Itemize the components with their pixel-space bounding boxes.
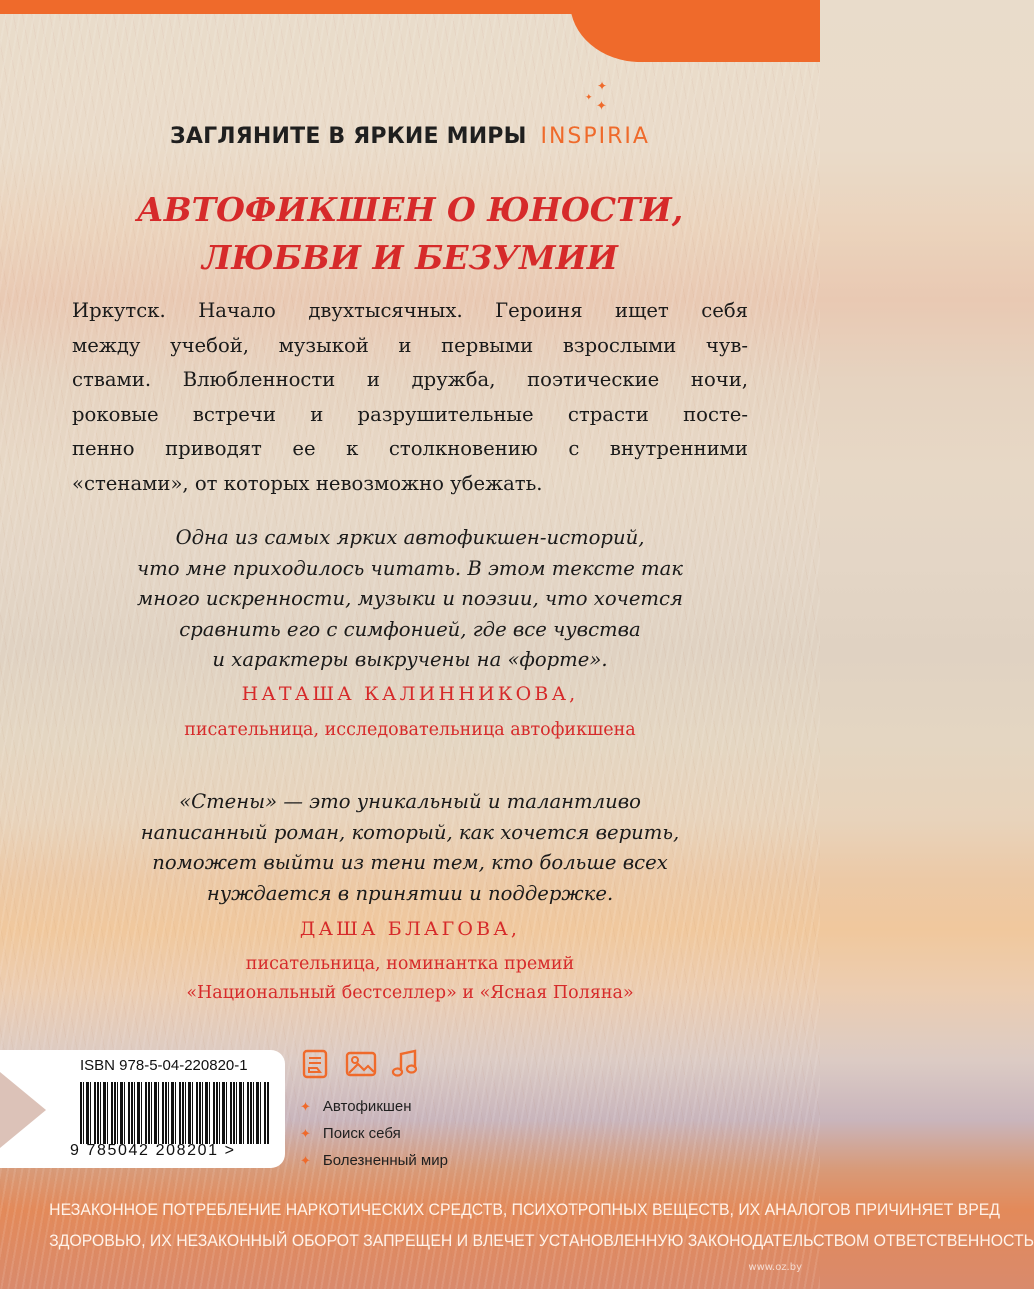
book-blurb [72,294,748,502]
headline [0,186,820,282]
role-line: писательница, исследовательница автофикшена [184,720,636,740]
review-quote [0,787,820,909]
quote-line: сравнить его с симфонией, где все чувства [179,617,641,641]
genre-tag [300,1125,401,1142]
star-bullet-icon: ✦ [300,1127,311,1142]
quote-line: много искренности, музыки и поэзии, что хочется [137,587,683,610]
image-icon [344,1048,378,1080]
quote-line: «Стены» — это уникальный и талантливо [179,790,641,813]
quote-line: нуждается в принятии и поддержке. [206,881,614,905]
role-line: писательница, номинантка премий [245,954,575,974]
barcode-digits: 9 785042 208201 > [70,1142,236,1159]
quote-line: написанный роман, который, как хочется верить, [140,820,680,844]
sparkle-icon: ✦ [597,79,608,93]
panel-notch [0,1072,46,1148]
genre-tag [300,1098,412,1115]
headline-line: АВТОФИКШЕН О ЮНОСТИ, [136,190,684,229]
blurb-line: между учебой, музыкой и первыми взрослыми чув- [72,333,748,357]
quote-author: НАТАША КАЛИННИКОВА, [241,683,579,705]
star-bullet-icon: ✦ [300,1100,311,1115]
review-quote [0,523,820,676]
blurb-line: ствами. Влюбленности и дружба, поэтические ночи, [72,368,748,392]
genre-tag [300,1152,448,1169]
quote-author-role [0,716,820,745]
headline-line: ЛЮБВИ И БЕЗУМИИ [202,238,618,277]
quote-author-role [0,950,820,1008]
blurb-line: Иркутск. Начало двухтысячных. Героиня ищет себя [72,299,748,322]
role-line: «Национальный бестселлер» и «Ясная Поляна» [186,983,634,1003]
book-icon [298,1048,332,1080]
quote-line: поможет выйти из тени тем, кто больше всех [152,851,668,874]
tag-label: Автофикшен [322,1098,412,1115]
music-note-icon [388,1048,422,1080]
blurb-line: пенно приводят ее к столкновению с внутренними [72,437,748,461]
tag-label: Поиск себя [322,1125,401,1142]
series-prefix: ЗАГЛЯНИТЕ В ЯРКИЕ МИРЫ [170,124,527,149]
legal-warning-line: НЕЗАКОННОЕ ПОТРЕБЛЕНИЕ НАРКОТИЧЕСКИХ СРЕДСТВ, ПСИХОТРОПНЫХ ВЕЩЕСТВ, ИХ АНАЛОГОВ ПРИЧИНЯЕТ ВРЕД [49,1200,1001,1219]
top-orange-tab [570,0,820,62]
quote-line: Одна из самых ярких автофикшен-историй, [175,526,645,549]
star-bullet-icon: ✦ [300,1154,311,1169]
tag-label: Болезненный мир [322,1152,448,1169]
legal-warning-line: ЗДОРОВЬЮ, ИХ НЕЗАКОННЫЙ ОБОРОТ ЗАПРЕЩЕН И ВЛЕЧЕТ УСТАНОВЛЕННУЮ ЗАКОНОДАТЕЛЬСТВОМ ОТВЕТСТВЕННОСТЬ [49,1231,1034,1250]
quote-line: и характеры выкручены на «форте». [212,648,608,671]
barcode [80,1082,270,1144]
blurb-line: «стенами», от которых невозможно убежать. [72,471,543,495]
quote-author: ДАША БЛАГОВА, [299,918,521,940]
watermark: www.oz.by [748,1262,802,1273]
blurb-line: роковые встречи и разрушительные страсти посте- [72,402,748,426]
sparkle-icon: ✦ [596,99,607,114]
series-header [0,124,820,149]
sparkle-icon: ✦ [585,93,593,103]
quote-line: что мне приходилось читать. В этом тексте так [136,556,683,580]
isbn-label: ISBN 978-5-04-220820-1 [80,1057,248,1074]
publisher-brand: INSPIRIA [540,124,650,149]
